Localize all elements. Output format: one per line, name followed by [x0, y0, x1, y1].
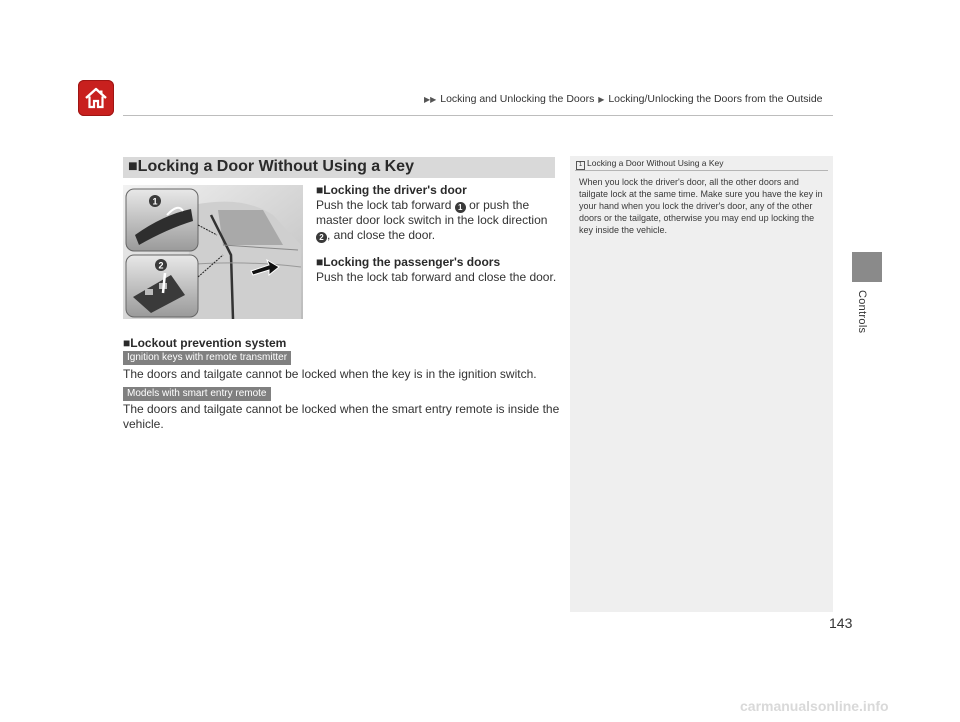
lockout-text-ignition: The doors and tailgate cannot be locked when the key is in the ignition switch. [123, 367, 537, 381]
callout-label-1: 1 [152, 196, 158, 207]
model-badge-ignition-keys: Ignition keys with remote transmitter [123, 351, 291, 365]
passengers-doors-heading: ■Locking the passenger's doors [316, 255, 501, 269]
section-title: ■Locking a Door Without Using a Key [128, 158, 414, 175]
note-reference-icon: 1 [576, 161, 585, 170]
door-lock-illustration [123, 185, 303, 319]
home-icon [82, 84, 110, 112]
lockout-heading: ■Lockout prevention system [123, 336, 287, 350]
step-marker-1: 1 [455, 202, 466, 213]
home-button[interactable] [78, 80, 114, 116]
drivers-door-text: Push the lock tab forward 1 or push the master door lock switch in the lock direction 2 , and close the door. [316, 198, 548, 242]
model-badge-smart-entry: Models with smart entry remote [123, 387, 271, 401]
breadcrumb-item[interactable]: Locking and Unlocking the Doors [440, 93, 595, 105]
watermark: carmanualsonline.info [740, 698, 889, 714]
callout-label-2: 2 [158, 260, 164, 271]
chapter-tab[interactable] [852, 252, 882, 282]
step-marker-2: 2 [316, 232, 327, 243]
page-number: 143 [829, 615, 853, 631]
section-header [123, 157, 555, 178]
header-divider [123, 115, 833, 116]
drivers-door-heading: ■Locking the driver's door [316, 183, 467, 197]
lockout-text-smart-entry: The doors and tailgate cannot be locked when the smart entry remote is inside the vehicle. [123, 402, 560, 431]
breadcrumb-arrow-icon: ▶ [598, 95, 605, 104]
note-body: When you lock the driver's door, all the other doors and tailgate lock at the same time. Make sure you have the key in your hand when you lock the driver's door, any of the other doors or the tailgate, otherwise you may end up locking the key inside the vehicle. [579, 177, 823, 235]
breadcrumb-arrow-icon: ▶▶ [424, 95, 437, 104]
chapter-tab-label: Controls [856, 290, 868, 334]
breadcrumb-item[interactable]: Locking/Unlocking the Doors from the Outside [608, 93, 823, 105]
passengers-doors-text: Push the lock tab forward and close the door. [316, 270, 557, 284]
note-title: 1 Locking a Door Without Using a Key [576, 158, 724, 170]
note-divider [575, 170, 828, 171]
breadcrumb [423, 93, 823, 105]
